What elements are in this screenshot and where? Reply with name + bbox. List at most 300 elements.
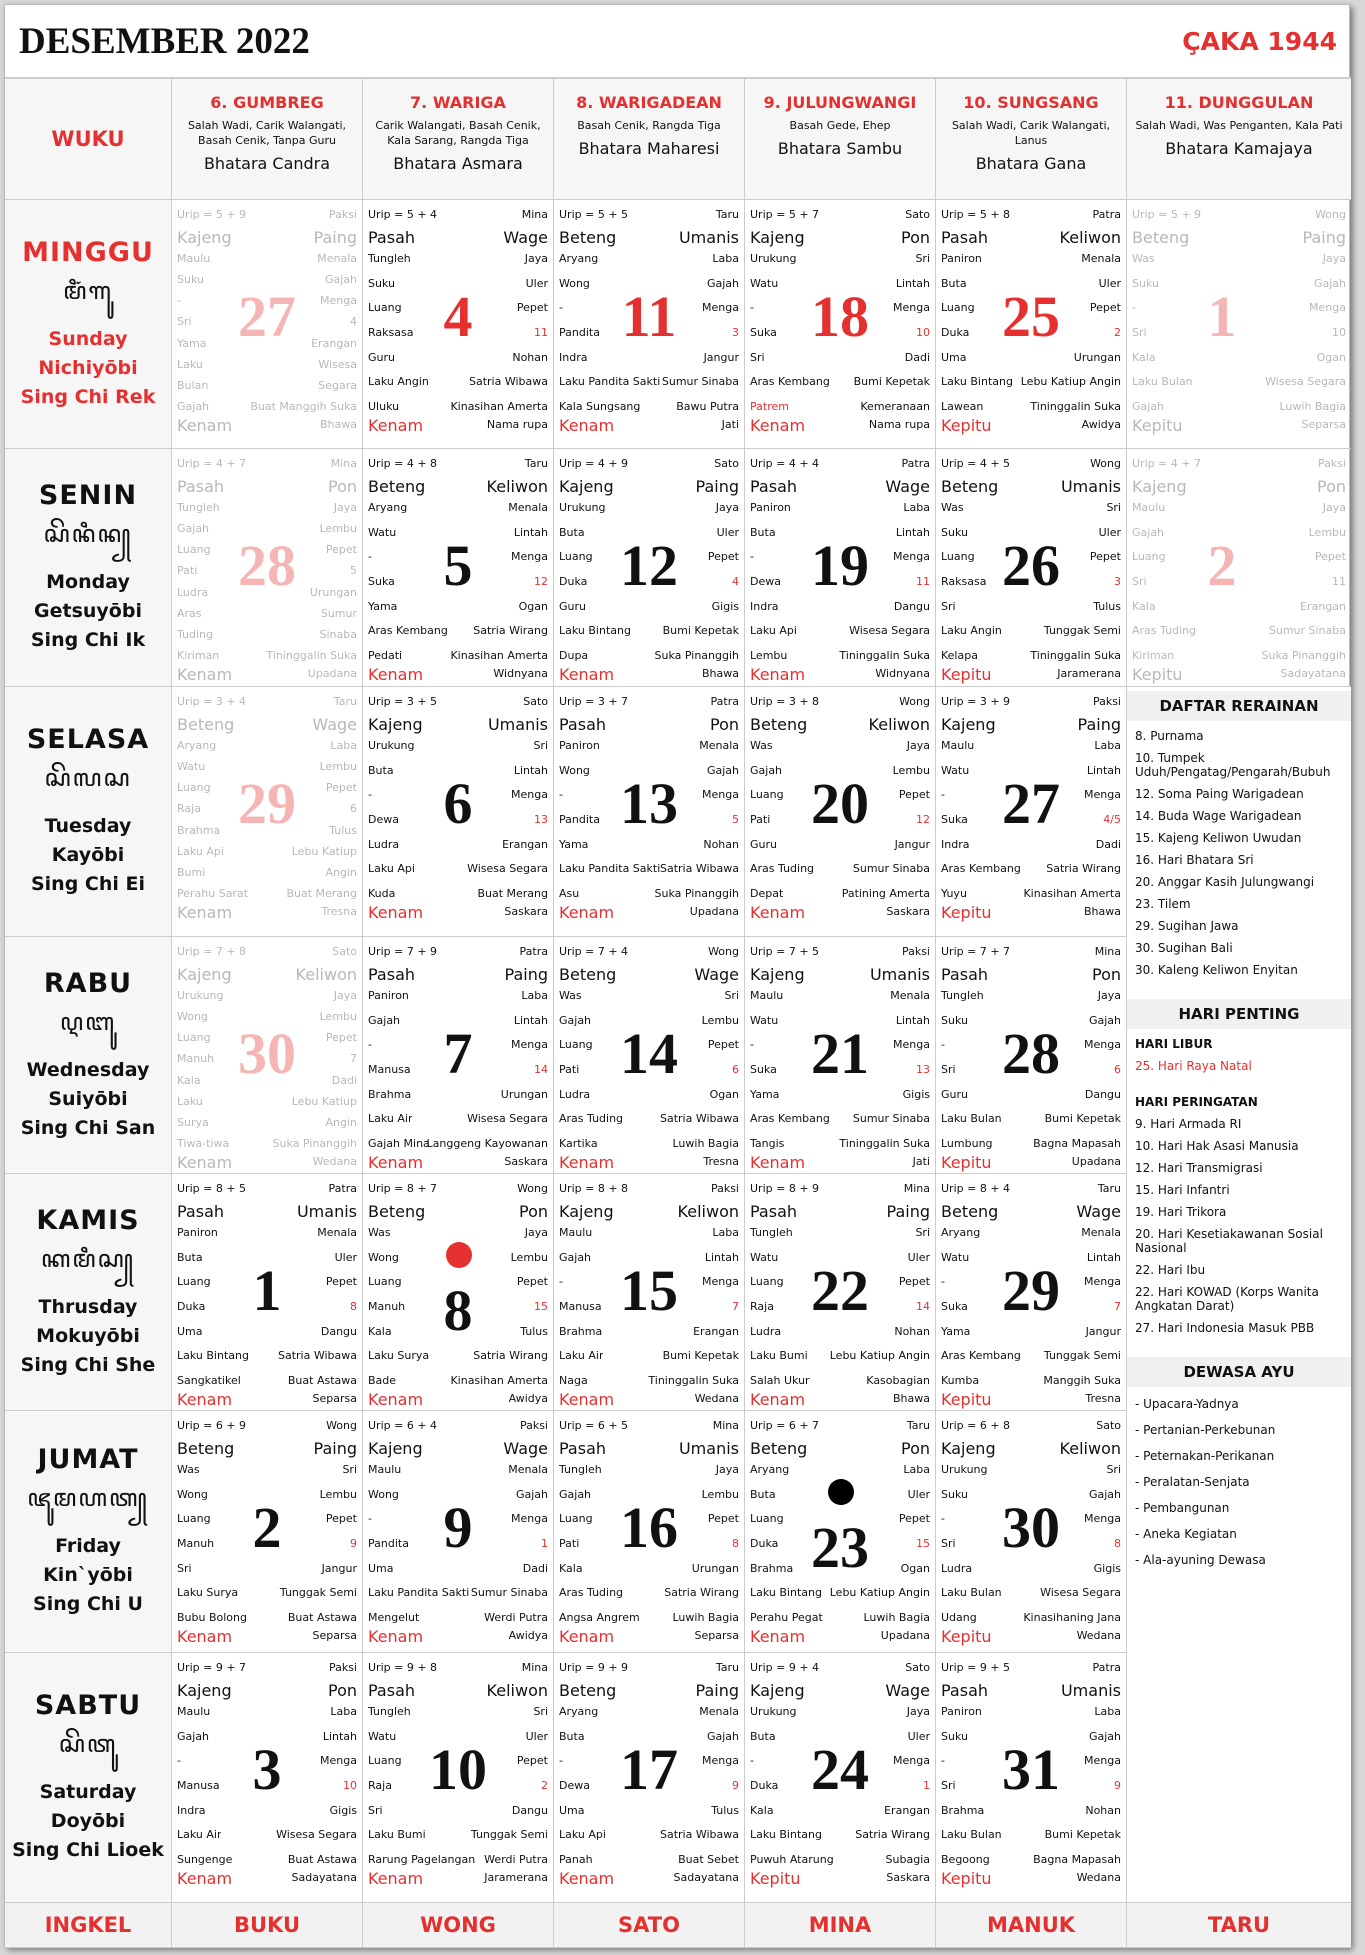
detail-right: Lintah	[1086, 1251, 1121, 1264]
kala-value: Awidya	[1081, 418, 1121, 431]
date-number: 25	[1002, 284, 1060, 349]
detail-right: Kinasihaning Jana	[1023, 1611, 1121, 1624]
urip-caption: Paksi	[328, 208, 357, 221]
pawukon-a: Beteng	[941, 1202, 999, 1221]
detail-right: 8	[1114, 1537, 1121, 1550]
pawukon-a: Pasah	[177, 1202, 225, 1221]
detail-left: Sri	[177, 315, 192, 328]
detail-right: Tunggak Semi	[1043, 1349, 1121, 1362]
detail-left: Bade	[368, 1374, 397, 1387]
date-number: 17	[620, 1737, 678, 1802]
detail-right: Wisesa Segara	[1040, 1586, 1121, 1599]
day-l2: Kayōbi	[51, 844, 125, 866]
kala-value: Saskara	[886, 1871, 930, 1884]
pawukon-b: Paing	[695, 1681, 739, 1700]
pawukon-a: Kajeng	[368, 1439, 423, 1458]
day-script: ꦉꦧꦸ	[59, 1007, 117, 1036]
day-l3: Sing Chi Ik	[30, 629, 146, 651]
urip-caption: Sato	[332, 945, 357, 958]
kala-name: Kenam	[177, 665, 233, 684]
detail-right: Laba	[330, 739, 357, 752]
day-header	[5, 687, 172, 937]
detail-left: Buta	[368, 764, 394, 777]
detail-left: Suku	[941, 1488, 968, 1501]
detail-right: Gajah	[1088, 1730, 1121, 1743]
dewasa-item: - Ala-ayuning Dewasa	[1135, 1553, 1266, 1567]
detail-right: Bumi Kepetak	[1044, 1112, 1121, 1125]
detail-right: 6	[350, 802, 357, 815]
detail-left: Laku Pandita Sakti	[368, 1586, 470, 1599]
detail-left: Surya	[177, 1116, 209, 1129]
detail-right: Jaya	[1322, 501, 1346, 514]
detail-right: Kinasihan Amerta	[1023, 887, 1121, 900]
detail-right: Menga	[320, 1754, 357, 1767]
detail-left: Laku Bulan	[941, 1828, 1002, 1841]
detail-left: Laku Surya	[368, 1349, 430, 1362]
urip: Urip = 3 + 7	[559, 695, 629, 708]
pawukon-a: Beteng	[559, 965, 617, 984]
kala-name: Kenam	[177, 1869, 233, 1888]
detail-left: Pati	[559, 1063, 580, 1076]
pawukon-a: Kajeng	[559, 1202, 614, 1221]
detail-right: Gajah	[1088, 1014, 1121, 1027]
detail-right: Sri	[724, 989, 739, 1002]
kala-value: Saskara	[504, 1155, 548, 1168]
detail-right: Buat Sebet	[678, 1853, 739, 1866]
kala-name: Kenam	[368, 416, 424, 435]
urip-caption: Wong	[326, 1419, 357, 1432]
detail-left: Paniron	[941, 1705, 982, 1718]
day-header	[5, 1174, 172, 1411]
detail-left: Paniron	[177, 1226, 218, 1239]
detail-left: Aryang	[368, 501, 408, 514]
wuku-name: 7. WARIGA	[410, 93, 506, 112]
date-cell	[745, 937, 936, 1174]
detail-right: Kinasihan Amerta	[450, 649, 548, 662]
detail-left: Was	[1132, 252, 1155, 265]
date-number: 26	[1002, 533, 1060, 598]
detail-left: Suka	[750, 1063, 777, 1076]
detail-left: Maulu	[368, 1463, 402, 1476]
detail-left: -	[750, 550, 754, 563]
urip-caption: Paksi	[328, 1661, 357, 1674]
detail-right: Lembu	[510, 1251, 548, 1264]
detail-right: Lintah	[513, 764, 548, 777]
date-cell	[172, 200, 363, 449]
detail-left: Brahma	[177, 824, 221, 837]
detail-left: Was	[368, 1226, 391, 1239]
detail-right: Lintah	[895, 277, 930, 290]
detail-right: Satria Wirang	[473, 624, 548, 637]
date-cell	[936, 449, 1127, 687]
detail-right: Sri	[915, 252, 930, 265]
pawukon-a: Pasah	[368, 228, 416, 247]
detail-left: Lawean	[941, 400, 984, 413]
detail-right: Suka Pinanggih	[272, 1137, 357, 1150]
date-cell	[172, 1174, 363, 1411]
detail-left: Luang	[559, 1512, 593, 1525]
detail-right: Menga	[1309, 301, 1346, 314]
footer-text: TARU	[1207, 1913, 1271, 1937]
wuku-header	[745, 79, 936, 200]
detail-right: Dangu	[1084, 1088, 1121, 1101]
detail-left: Raksasa	[941, 575, 987, 588]
date-number: 2	[252, 1495, 282, 1560]
detail-left: Maulu	[750, 989, 784, 1002]
kala-value: Awidya	[508, 1392, 548, 1405]
detail-left: Duka	[559, 575, 588, 588]
detail-right: 3	[732, 326, 739, 339]
detail-right: Menga	[511, 1512, 548, 1525]
detail-right: Pepet	[707, 1512, 739, 1525]
pawukon-b: Wage	[503, 1439, 548, 1458]
detail-left: Sungenge	[177, 1853, 233, 1866]
detail-left: Aras Tuding	[1132, 624, 1197, 637]
detail-left: Laku Bintang	[941, 375, 1013, 388]
penting-title: HARI PENTING	[1127, 999, 1351, 1029]
detail-left: Guru	[750, 838, 777, 851]
urip-caption: Taru	[715, 1661, 739, 1674]
detail-left: Laku Bulan	[1132, 375, 1193, 388]
kala-value: Nama rupa	[486, 418, 548, 431]
urip-caption: Taru	[715, 208, 739, 221]
detail-left: -	[1132, 301, 1136, 314]
pawukon-b: Wage	[885, 477, 930, 496]
detail-left: Lumbung	[941, 1137, 993, 1150]
detail-left: Urukung	[368, 739, 415, 752]
detail-right: Menga	[702, 788, 739, 801]
detail-right: Tininggalin Suka	[648, 1374, 739, 1387]
detail-left: Gajah	[1132, 400, 1165, 413]
detail-left: Guru	[368, 351, 395, 364]
detail-left: Pandita	[559, 326, 600, 339]
pawukon-a: Beteng	[1132, 228, 1190, 247]
detail-right: Lintah	[704, 1251, 739, 1264]
detail-left: Luang	[368, 301, 402, 314]
pawukon-a: Kajeng	[559, 477, 614, 496]
detail-right: Pepet	[707, 1038, 739, 1051]
date-number: 9	[443, 1495, 473, 1560]
detail-left: Dewa	[750, 575, 781, 588]
kala-value: Tresna	[703, 1155, 739, 1168]
urip-caption: Mina	[330, 457, 357, 470]
peringatan-item: 22. Hari Ibu	[1135, 1263, 1206, 1277]
detail-left: Sri	[1132, 575, 1147, 588]
wuku-bhatara: Bhatara Candra	[203, 154, 331, 173]
detail-right: Sumur	[320, 607, 357, 620]
peringatan-item: 19. Hari Trikora	[1135, 1205, 1227, 1219]
detail-left: Laku Bintang	[559, 624, 631, 637]
date-number: 24	[811, 1737, 869, 1802]
peringatan-item: 27. Hari Indonesia Masuk PBB	[1135, 1321, 1315, 1335]
footer-label	[363, 1903, 554, 1948]
footer-label	[1127, 1903, 1351, 1948]
detail-left: -	[941, 1512, 945, 1525]
detail-right: Laba	[1094, 739, 1121, 752]
date-cell	[936, 1174, 1127, 1411]
detail-right: Nohan	[1085, 1804, 1121, 1817]
rerainan-item: 12. Soma Paing Warigadean	[1135, 787, 1304, 801]
new-moon-dot	[828, 1479, 854, 1505]
footer-label	[745, 1903, 936, 1948]
detail-left: -	[941, 1275, 945, 1288]
date-cell	[745, 687, 936, 937]
urip-caption: Taru	[333, 695, 357, 708]
detail-right: Laba	[903, 501, 930, 514]
detail-left: Bulan	[177, 379, 209, 392]
detail-left: Kala	[368, 1325, 392, 1338]
urip-caption: Patra	[1092, 1661, 1121, 1674]
detail-right: Sumur Sinaba	[661, 375, 739, 388]
detail-left: Lembu	[750, 649, 788, 662]
day-l1: Friday	[55, 1535, 121, 1557]
detail-right: Buat Astawa	[287, 1611, 357, 1624]
detail-left: Brahma	[941, 1804, 985, 1817]
urip: Urip = 7 + 4	[559, 945, 629, 958]
detail-right: Jaya	[524, 1226, 548, 1239]
kala-value: Bhawa	[320, 418, 357, 431]
detail-right: Lintah	[513, 1014, 548, 1027]
urip: Urip = 3 + 9	[941, 695, 1011, 708]
detail-right: Dadi	[331, 1074, 357, 1087]
date-cell	[936, 1653, 1127, 1903]
detail-left: Luang	[941, 550, 975, 563]
date-number: 27	[238, 284, 296, 349]
detail-left: Aras Kembang	[750, 1112, 830, 1125]
detail-right: Sri	[342, 1463, 357, 1476]
dewasa-item: - Peternakan-Perikanan	[1135, 1449, 1275, 1463]
pawukon-b: Paing	[695, 477, 739, 496]
detail-left: Buta	[559, 1730, 585, 1743]
detail-right: Pepet	[898, 1512, 930, 1525]
detail-left: Begoong	[941, 1853, 990, 1866]
date-number: 27	[1002, 771, 1060, 836]
detail-left: Laku Api	[750, 624, 797, 637]
detail-right: Gigis	[1093, 1562, 1121, 1575]
detail-left: Luang	[177, 781, 211, 794]
detail-right: Kemeranaan	[860, 400, 930, 413]
detail-right: 2	[1114, 326, 1121, 339]
detail-right: Jaya	[906, 1705, 930, 1718]
pawukon-a: Pasah	[559, 1439, 607, 1458]
detail-left: Laku Bintang	[750, 1586, 822, 1599]
detail-right: Laba	[712, 252, 739, 265]
detail-left: Kala	[177, 1074, 201, 1087]
detail-right: Patining Amerta	[841, 887, 930, 900]
urip-caption: Sato	[523, 695, 548, 708]
detail-left: Watu	[368, 1730, 397, 1743]
page-title: DESEMBER 2022	[19, 20, 310, 62]
detail-right: Sri	[1106, 1463, 1121, 1476]
detail-left: Suka	[941, 1300, 968, 1313]
detail-left: Duka	[177, 1300, 206, 1313]
rerainan-item: 23. Tilem	[1135, 897, 1191, 911]
detail-right: Tulus	[1093, 600, 1121, 613]
detail-right: Jaya	[524, 252, 548, 265]
date-cell	[363, 1653, 554, 1903]
detail-right: Uler	[334, 1251, 357, 1264]
dewasa-item: - Pertanian-Perkebunan	[1135, 1423, 1276, 1437]
detail-left: Laku Api	[559, 1828, 606, 1841]
detail-right: Buat Astawa	[287, 1374, 357, 1387]
detail-right: Nohan	[894, 1325, 930, 1338]
peringatan-item: 15. Hari Infantri	[1135, 1183, 1230, 1197]
detail-left: Indra	[559, 351, 588, 364]
kala-name: Kepitu	[941, 903, 992, 922]
kala-value: Sadayatana	[291, 1871, 357, 1884]
detail-right: 4/5	[1103, 813, 1121, 826]
detail-right: Gigis	[711, 600, 739, 613]
detail-left: Naga	[559, 1374, 588, 1387]
detail-right: Buat Merang	[477, 887, 548, 900]
date-number: 13	[620, 771, 678, 836]
detail-left: Kelapa	[941, 649, 978, 662]
wuku-header	[363, 79, 554, 200]
pawukon-b: Pon	[1316, 477, 1346, 496]
detail-left: Kala	[559, 1562, 583, 1575]
detail-left: Laku Angin	[941, 624, 1002, 637]
urip-caption: Wong	[517, 1182, 548, 1195]
detail-left: Urukung	[750, 1705, 797, 1718]
detail-right: Subagia	[885, 1853, 930, 1866]
urip: Urip = 7 + 8	[177, 945, 247, 958]
detail-right: Pepet	[325, 1512, 357, 1525]
detail-left: Indra	[941, 838, 970, 851]
detail-left: Sri	[750, 351, 765, 364]
urip: Urip = 5 + 8	[941, 208, 1011, 221]
detail-left: Depat	[750, 887, 784, 900]
detail-left: Udang	[941, 1611, 977, 1624]
detail-left: Pati	[750, 813, 771, 826]
detail-right: Gigis	[329, 1804, 357, 1817]
date-number: 2	[1207, 533, 1237, 598]
kala-name: Kepitu	[941, 1390, 992, 1409]
detail-right: Menala	[699, 739, 739, 752]
detail-right: Bumi Kepetak	[1044, 1828, 1121, 1841]
detail-right: Tininggalin Suka	[266, 649, 357, 662]
detail-right: 8	[350, 1300, 357, 1313]
detail-left: Laku Air	[177, 1828, 222, 1841]
detail-left: Laku Bulan	[941, 1586, 1002, 1599]
detail-left: Wong	[368, 1251, 399, 1264]
detail-right: 10	[1332, 326, 1346, 339]
detail-left: Duka	[750, 1779, 779, 1792]
urip: Urip = 4 + 7	[177, 457, 247, 470]
detail-right: Gajah	[1313, 277, 1346, 290]
detail-left: -	[559, 1754, 563, 1767]
detail-right: Jaya	[333, 501, 357, 514]
urip: Urip = 5 + 9	[1132, 208, 1202, 221]
detail-left: Luang	[750, 788, 784, 801]
wuku-subtitle: Basah Gede, Ehep	[789, 119, 891, 132]
detail-left: Aryang	[941, 1226, 981, 1239]
detail-left: Laku Surya	[177, 1586, 239, 1599]
detail-left: Laku Bintang	[750, 1828, 822, 1841]
urip: Urip = 9 + 4	[750, 1661, 820, 1674]
pawukon-b: Paing	[313, 1439, 357, 1458]
detail-left: Aryang	[750, 1463, 790, 1476]
detail-right: Gajah	[706, 277, 739, 290]
detail-left: Suku	[177, 273, 204, 286]
date-number: 8	[443, 1278, 473, 1343]
detail-right: 1	[923, 1779, 930, 1792]
detail-left: Duka	[750, 1537, 779, 1550]
detail-right: Nohan	[512, 351, 548, 364]
kala-name: Kepitu	[941, 1869, 992, 1888]
date-cell	[172, 687, 363, 937]
detail-right: 7	[1114, 1300, 1121, 1313]
detail-right: 13	[534, 813, 548, 826]
detail-left: Watu	[368, 526, 397, 539]
urip: Urip = 8 + 7	[368, 1182, 438, 1195]
detail-left: Maulu	[941, 739, 975, 752]
detail-left: Yuyu	[941, 887, 967, 900]
detail-left: Gajah	[559, 1251, 592, 1264]
calendar-page	[4, 4, 1350, 1947]
date-number: 30	[1002, 1495, 1060, 1560]
detail-left: Aras Kembang	[368, 624, 448, 637]
wuku-header	[936, 79, 1127, 200]
detail-right: Erangan	[884, 1804, 930, 1817]
kala-name: Kenam	[177, 1153, 233, 1172]
detail-right: 2	[541, 1779, 548, 1792]
detail-right: Angin	[325, 1116, 357, 1129]
kala-value: Wedana	[694, 1392, 739, 1405]
detail-right: Gajah	[706, 1730, 739, 1743]
footer-label	[936, 1903, 1127, 1948]
kala-name: Kenam	[177, 903, 233, 922]
detail-left: Aras Tuding	[559, 1586, 624, 1599]
peringatan-item: 9. Hari Armada RI	[1135, 1117, 1242, 1131]
detail-left: Kuda	[368, 887, 396, 900]
urip: Urip = 4 + 8	[368, 457, 438, 470]
detail-left: Paniron	[368, 989, 409, 1002]
detail-left: Dewa	[368, 813, 399, 826]
detail-right: Tininggalin Suka	[839, 649, 930, 662]
urip-caption: Sato	[905, 208, 930, 221]
detail-left: Pandita	[559, 813, 600, 826]
date-number: 23	[811, 1515, 869, 1580]
urip: Urip = 3 + 5	[368, 695, 438, 708]
detail-left: Gajah	[559, 1014, 592, 1027]
kala-name: Kenam	[368, 1627, 424, 1646]
pawukon-b: Pon	[327, 477, 357, 496]
detail-left: Buta	[177, 1251, 203, 1264]
detail-right: Wisesa Segara	[467, 1112, 548, 1125]
kala-name: Kenam	[177, 416, 233, 435]
urip-caption: Wong	[708, 945, 739, 958]
detail-right: 7	[732, 1300, 739, 1313]
pawukon-b: Wage	[1076, 1202, 1121, 1221]
date-cell	[172, 1653, 363, 1903]
detail-right: 11	[1332, 575, 1346, 588]
detail-left: Maulu	[177, 252, 211, 265]
detail-right: Jaya	[1322, 252, 1346, 265]
kala-name: Kenam	[750, 665, 806, 684]
urip-caption: Patra	[328, 1182, 357, 1195]
kala-name: Kenam	[559, 1390, 615, 1409]
detail-right: Suka Pinanggih	[1261, 649, 1346, 662]
detail-right: 6	[732, 1063, 739, 1076]
kala-name: Kepitu	[941, 1627, 992, 1646]
footer-text: MINA	[808, 1913, 872, 1937]
detail-right: 9	[350, 1537, 357, 1550]
detail-left: Manuh	[177, 1537, 215, 1550]
detail-right: Lembu	[319, 760, 357, 773]
date-cell	[554, 1653, 745, 1903]
kala-value: Upadana	[1071, 1155, 1121, 1168]
rerainan-item: 14. Buda Wage Warigadean	[1135, 809, 1302, 823]
